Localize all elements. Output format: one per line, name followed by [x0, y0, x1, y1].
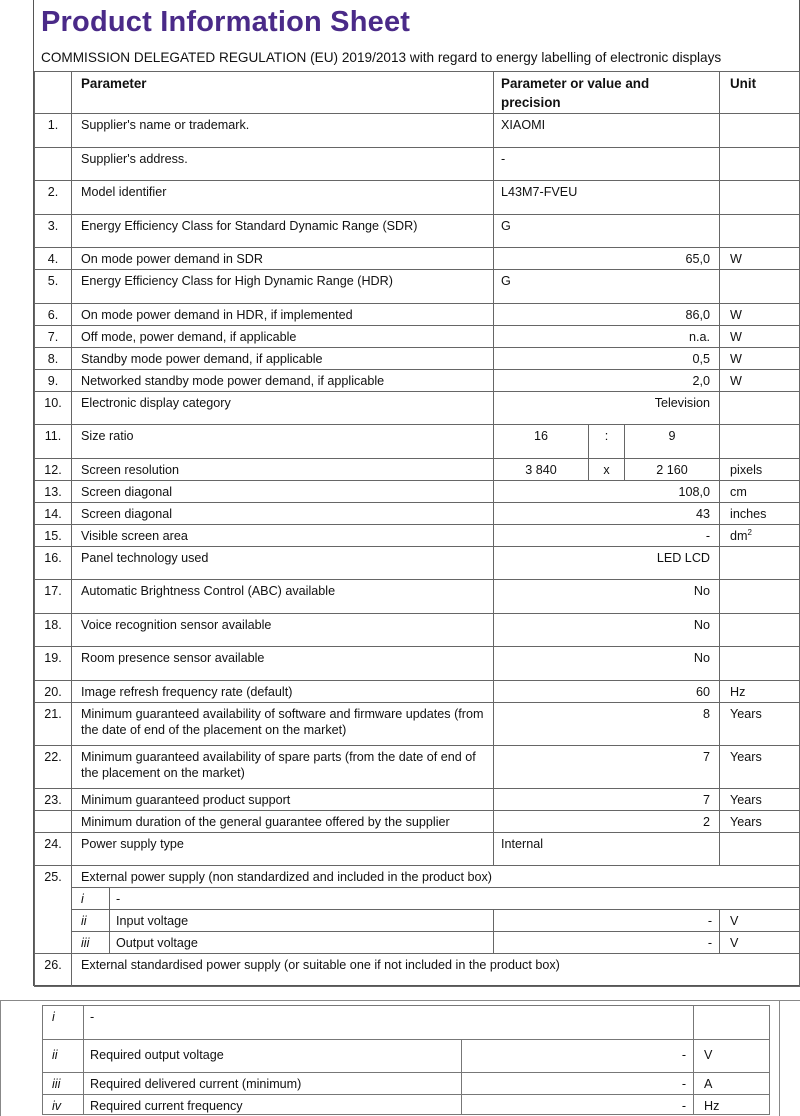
row-unit: Years [720, 811, 800, 833]
row-parameter: Room presence sensor available [72, 647, 494, 681]
row-number: 2. [35, 181, 72, 215]
row-unit: inches [720, 503, 800, 525]
row-value: No [494, 614, 720, 647]
row-parameter: Energy Efficiency Class for High Dynamic Range (HDR) [72, 270, 494, 304]
row-parameter: Supplier's address. [72, 148, 494, 181]
sub-row-unit: V [720, 910, 800, 932]
row-unit [720, 647, 800, 681]
row-value: 86,0 [494, 304, 720, 326]
table-row [35, 681, 800, 703]
row-unit [720, 148, 800, 181]
table-row [35, 481, 800, 503]
table-row [35, 746, 800, 789]
row-number: 14. [35, 503, 72, 525]
continuation-left-border [0, 1000, 1, 1116]
row-unit [720, 614, 800, 647]
row-unit: W [720, 326, 800, 348]
row-number: 4. [35, 248, 72, 270]
row-value: Television [494, 392, 720, 425]
row-unit [720, 547, 800, 580]
row-unit: W [720, 248, 800, 270]
row-parameter: Panel technology used [72, 547, 494, 580]
sub-row-unit: V [720, 932, 800, 954]
row-number: 25. [35, 866, 72, 954]
row-number: 3. [35, 215, 72, 248]
row-number: 17. [35, 580, 72, 614]
sub-row-unit: A [694, 1073, 770, 1095]
table-row [35, 866, 800, 888]
row-parameter: Size ratio [72, 425, 494, 459]
row-parameter: Image refresh frequency rate (default) [72, 681, 494, 703]
sub-row-unit [694, 1006, 770, 1040]
table-row [35, 647, 800, 681]
sub-row-label: Required current frequency [84, 1095, 462, 1115]
row-number: 15. [35, 525, 72, 547]
row-number: 7. [35, 326, 72, 348]
unit-base: dm [730, 529, 748, 543]
page-break-divider [0, 1000, 800, 1001]
table-row [35, 833, 800, 866]
row-value: Internal [494, 833, 720, 866]
row-parameter: Model identifier [72, 181, 494, 215]
row-value: 2,0 [494, 370, 720, 392]
row-unit [720, 580, 800, 614]
row-number: 16. [35, 547, 72, 580]
header-parameter: Parameter [72, 72, 494, 114]
row-number: 19. [35, 647, 72, 681]
table-row [35, 459, 800, 481]
table-row [35, 181, 800, 215]
row-parameter: Visible screen area [72, 525, 494, 547]
sub-row-value: - [494, 932, 720, 954]
table-row [35, 614, 800, 647]
sub-row-index: i [43, 1006, 84, 1040]
row-value: - [494, 525, 720, 547]
row-value: 7 [494, 789, 720, 811]
table-row [35, 248, 800, 270]
sub-row-unit: Hz [694, 1095, 770, 1115]
sub-row [35, 888, 800, 910]
row-number: 11. [35, 425, 72, 459]
row-parameter: Energy Efficiency Class for Standard Dynamic Range (SDR) [72, 215, 494, 248]
row-number [35, 811, 72, 833]
row-number: 10. [35, 392, 72, 425]
sub-row-value: - [462, 1040, 694, 1073]
table-row [35, 326, 800, 348]
sub-row-label: Required output voltage [84, 1040, 462, 1073]
row-parameter: Standby mode power demand, if applicable [72, 348, 494, 370]
row-value: 2 [494, 811, 720, 833]
row-value-separator: : [589, 425, 625, 459]
regulation-subtitle: COMMISSION DELEGATED REGULATION (EU) 2019/2013 with regard to energy labelling of electronic displays [41, 50, 722, 65]
row-unit [720, 215, 800, 248]
row-parameter: Minimum guaranteed product support [72, 789, 494, 811]
sub-row-label: Output voltage [110, 932, 494, 954]
row-unit [720, 425, 800, 459]
row-number: 6. [35, 304, 72, 326]
table-row [35, 811, 800, 833]
row-unit: Years [720, 789, 800, 811]
row-value: 43 [494, 503, 720, 525]
sub-row-value: - [494, 910, 720, 932]
table-row [35, 114, 800, 148]
sub-row-label: - [84, 1006, 694, 1040]
table-row [35, 392, 800, 425]
sub-row [43, 1006, 770, 1040]
row-unit: W [720, 370, 800, 392]
sub-row-label: - [110, 888, 800, 910]
sub-row-label: Input voltage [110, 910, 494, 932]
row-number: 8. [35, 348, 72, 370]
row-value: 7 [494, 746, 720, 789]
row-unit [720, 525, 800, 547]
row-parameter: Power supply type [72, 833, 494, 866]
row-parameter: On mode power demand in SDR [72, 248, 494, 270]
row-value-second: 2 160 [625, 459, 720, 481]
row-unit [720, 270, 800, 304]
row-value-separator: x [589, 459, 625, 481]
row-unit: Years [720, 703, 800, 746]
row-number: 21. [35, 703, 72, 746]
row-parameter: Off mode, power demand, if applicable [72, 326, 494, 348]
row-value-first: 16 [494, 425, 589, 459]
row-number: 24. [35, 833, 72, 866]
row-parameter: Minimum guaranteed availability of spare parts (from the date of end of the placement on the market) [72, 746, 494, 789]
table-row [35, 304, 800, 326]
row-value: XIAOMI [494, 114, 720, 148]
row-value: L43M7-FVEU [494, 181, 720, 215]
table-row [35, 148, 800, 181]
row-number: 5. [35, 270, 72, 304]
row-number: 23. [35, 789, 72, 811]
row-parameter: Minimum duration of the general guarantee offered by the supplier [72, 811, 494, 833]
page-title: Product Information Sheet [41, 6, 411, 38]
row-unit [720, 114, 800, 148]
row-unit: cm [720, 481, 800, 503]
sub-row-value: - [462, 1073, 694, 1095]
row-parameter: Networked standby mode power demand, if applicable [72, 370, 494, 392]
product-information-sheet [33, 0, 800, 986]
row-value: No [494, 580, 720, 614]
table-row [35, 954, 800, 987]
row-number: 12. [35, 459, 72, 481]
row-value: G [494, 270, 720, 304]
sub-row-label: Required delivered current (minimum) [84, 1073, 462, 1095]
row-unit: W [720, 304, 800, 326]
row-value: LED LCD [494, 547, 720, 580]
row-number: 26. [35, 954, 72, 987]
table-row [35, 503, 800, 525]
row-parameter: Screen diagonal [72, 503, 494, 525]
row-value: No [494, 647, 720, 681]
row-parameter: Screen resolution [72, 459, 494, 481]
row-value-second: 9 [625, 425, 720, 459]
table-row [35, 580, 800, 614]
unit-exponent: 2 [747, 527, 752, 537]
row-value: 0,5 [494, 348, 720, 370]
sub-row [35, 910, 800, 932]
parameters-table [34, 71, 800, 987]
row-value: G [494, 215, 720, 248]
table-row [35, 547, 800, 580]
row-value: n.a. [494, 326, 720, 348]
table-row [35, 525, 800, 547]
sub-row-index: iii [43, 1073, 84, 1095]
row-value: - [494, 148, 720, 181]
sub-row-index: i [72, 888, 110, 910]
row-number: 22. [35, 746, 72, 789]
row-unit [720, 181, 800, 215]
sub-row [43, 1095, 770, 1115]
table-row [35, 348, 800, 370]
sub-row [43, 1040, 770, 1073]
row-unit [720, 833, 800, 866]
row-parameter: External power supply (non standardized and included in the product box) [72, 866, 800, 888]
table-row [35, 789, 800, 811]
table-row [35, 270, 800, 304]
standardised-supply-table [42, 1005, 770, 1115]
row-unit: pixels [720, 459, 800, 481]
row-parameter: On mode power demand in HDR, if implemented [72, 304, 494, 326]
sub-row [35, 932, 800, 954]
continuation-right-border [779, 1000, 780, 1116]
row-unit: Years [720, 746, 800, 789]
sub-row-value: - [462, 1095, 694, 1115]
row-unit [720, 392, 800, 425]
sub-row-index: ii [72, 910, 110, 932]
header-unit: Unit [720, 72, 800, 114]
row-number: 20. [35, 681, 72, 703]
row-number [35, 148, 72, 181]
table-row [35, 703, 800, 746]
row-number: 18. [35, 614, 72, 647]
row-value: 60 [494, 681, 720, 703]
sub-row [43, 1073, 770, 1095]
row-unit: W [720, 348, 800, 370]
row-parameter: Voice recognition sensor available [72, 614, 494, 647]
row-number: 1. [35, 114, 72, 148]
sub-row-unit: V [694, 1040, 770, 1073]
table-row [35, 370, 800, 392]
row-parameter: Screen diagonal [72, 481, 494, 503]
table-row [35, 215, 800, 248]
row-value-first: 3 840 [494, 459, 589, 481]
row-parameter: Electronic display category [72, 392, 494, 425]
row-parameter: External standardised power supply (or suitable one if not included in the product box) [72, 954, 800, 987]
header-value: Parameter or value and precision [494, 72, 720, 114]
sub-row-index: iii [72, 932, 110, 954]
sub-row-index: iv [43, 1095, 84, 1115]
sub-row-index: ii [43, 1040, 84, 1073]
row-unit: Hz [720, 681, 800, 703]
row-parameter: Automatic Brightness Control (ABC) available [72, 580, 494, 614]
table-row [35, 425, 800, 459]
row-parameter: Supplier's name or trademark. [72, 114, 494, 148]
row-number: 13. [35, 481, 72, 503]
row-value: 8 [494, 703, 720, 746]
table-header-row [35, 72, 800, 114]
row-value: 65,0 [494, 248, 720, 270]
row-parameter: Minimum guaranteed availability of software and firmware updates (from the date of end of the placement on the market) [72, 703, 494, 746]
row-number: 9. [35, 370, 72, 392]
row-value: 108,0 [494, 481, 720, 503]
